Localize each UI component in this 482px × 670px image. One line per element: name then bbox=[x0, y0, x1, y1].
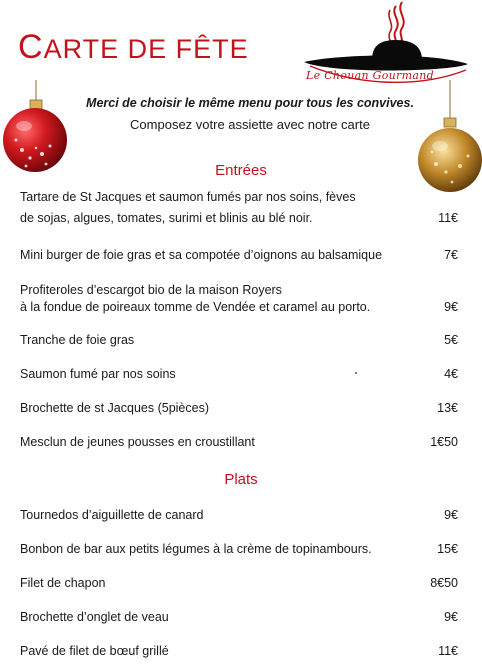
menu-item-name-line2: à la fondue de poireaux tomme de Vendée et caramel au porto. bbox=[20, 300, 371, 314]
title-initial: C bbox=[18, 28, 44, 66]
menu-item-price: 8€50 bbox=[430, 576, 458, 590]
menu-item-name: Tournedos d’aiguillette de canard bbox=[20, 508, 204, 522]
menu-item-price: 9€ bbox=[444, 300, 458, 314]
menu-item-name: Saumon fumé par nos soins bbox=[20, 367, 176, 381]
intro-note: Merci de choisir le même menu pour tous les convives. bbox=[86, 96, 414, 110]
page-title bbox=[18, 28, 249, 67]
menu-item-name: Bonbon de bar aux petits légumes à la crème de topinambours. bbox=[20, 542, 372, 556]
menu-item-price: 9€ bbox=[444, 610, 458, 624]
menu-item-name: Tartare de St Jacques et saumon fumés par nos soins, fèves bbox=[20, 190, 356, 204]
menu-item-name: Brochette de st Jacques (5pièces) bbox=[20, 401, 209, 415]
menu-item-price: 7€ bbox=[444, 248, 458, 262]
gold-christmas-ornament bbox=[412, 80, 482, 198]
menu-item-price: 11€ bbox=[438, 644, 458, 658]
menu-item-price: 15€ bbox=[437, 542, 458, 556]
menu-item-name: Profiteroles d’escargot bio de la maison Royers bbox=[20, 283, 282, 297]
menu-item-price: 1€50 bbox=[430, 435, 458, 449]
menu-item-name: Filet de chapon bbox=[20, 576, 106, 590]
menu-item-name: Pavé de filet de bœuf grillé bbox=[20, 644, 169, 658]
menu-item-price: 13€ bbox=[437, 401, 458, 415]
logo-text: Le Chouan Gourmand bbox=[306, 69, 434, 82]
section-heading-plats: Plats bbox=[224, 471, 258, 488]
menu-item-name: Brochette d’onglet de veau bbox=[20, 610, 169, 624]
menu-item-name: Mini burger de foie gras et sa compotée d’oignons au balsamique bbox=[20, 248, 383, 262]
menu-item-price: 5€ bbox=[444, 333, 458, 347]
menu-item-name: Tranche de foie gras bbox=[20, 333, 135, 347]
intro-instruction: Composez votre assiette avec notre carte bbox=[130, 117, 370, 132]
menu-item-price: 9€ bbox=[444, 508, 458, 522]
stray-dot bbox=[355, 372, 357, 374]
section-heading-entrees: Entrées bbox=[215, 162, 267, 179]
menu-item-price: 11€ bbox=[438, 211, 458, 225]
title-rest: ARTE DE FÊTE bbox=[43, 34, 249, 64]
menu-item-name-line2: de sojas, algues, tomates, surimi et blinis au blé noir. bbox=[20, 211, 313, 225]
menu-item-price: 4€ bbox=[444, 367, 458, 381]
menu-item-name: Mesclun de jeunes pousses en croustillant bbox=[20, 435, 255, 449]
